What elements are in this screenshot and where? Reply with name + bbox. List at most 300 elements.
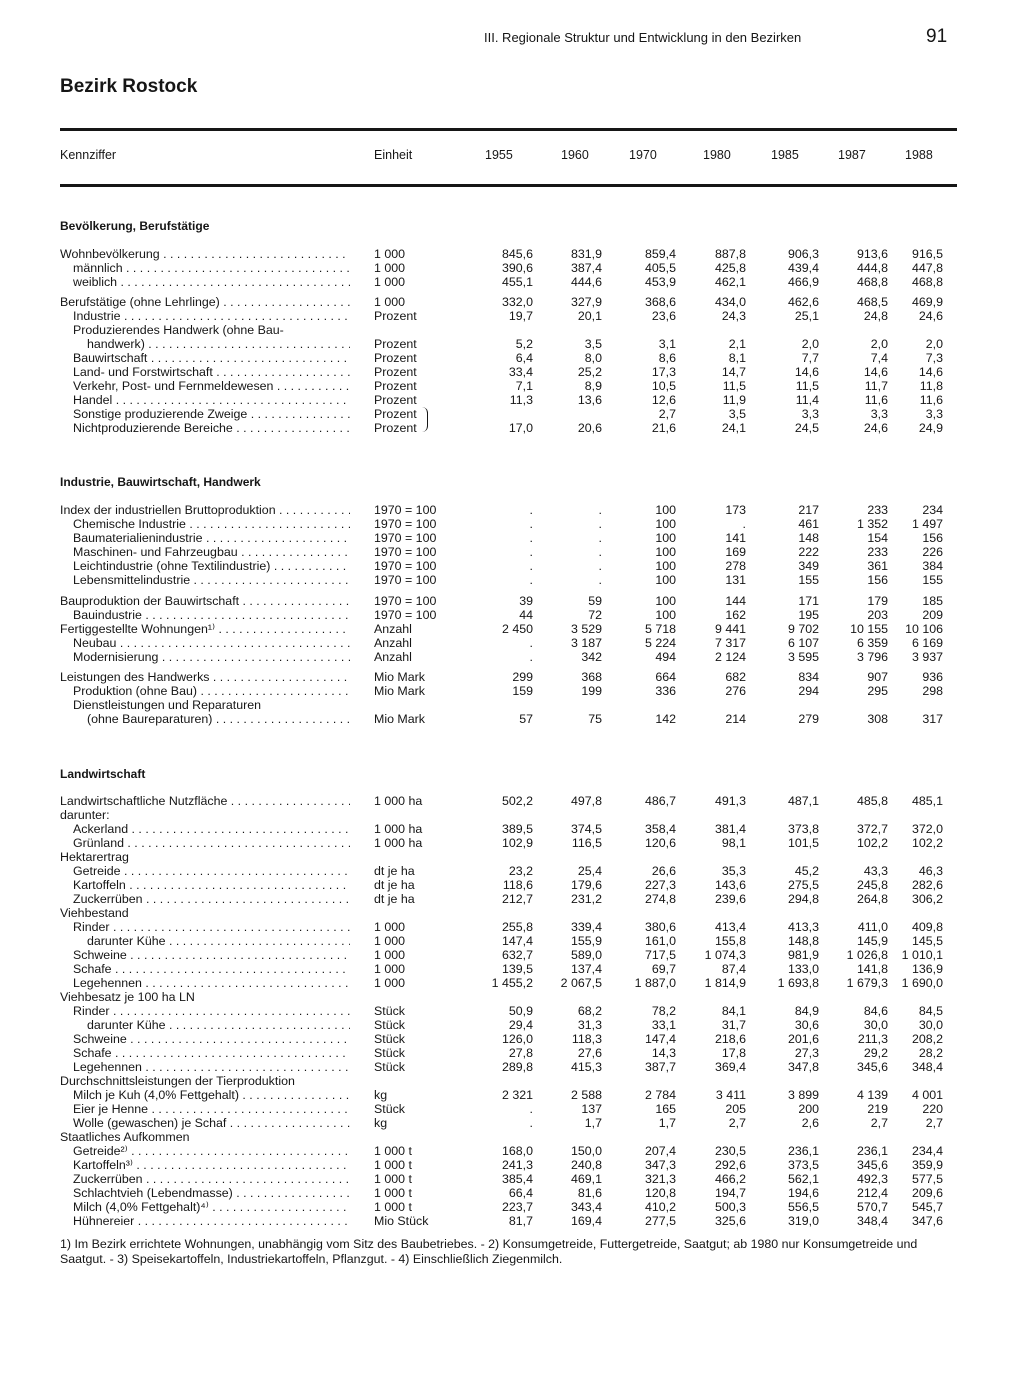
row-unit: dt je ha bbox=[374, 864, 415, 878]
cell-value: 11,6 bbox=[864, 393, 888, 407]
row-unit: Stück bbox=[374, 1046, 405, 1060]
cell-value: 3,3 bbox=[925, 407, 943, 421]
table-row bbox=[0, 712, 1024, 726]
row-unit: Stück bbox=[374, 1032, 405, 1046]
cell-value: 411,0 bbox=[857, 920, 888, 934]
cell-value: 349 bbox=[798, 559, 819, 573]
row-label: darunter: bbox=[60, 808, 110, 822]
cell-value: 274,8 bbox=[644, 892, 676, 906]
cell-value: 100 bbox=[655, 573, 676, 587]
header-year: 1988 bbox=[905, 148, 933, 162]
cell-value: 68,2 bbox=[577, 1004, 602, 1018]
cell-value: . bbox=[529, 650, 533, 664]
row-unit: Prozent bbox=[374, 421, 417, 435]
cell-value: 14,3 bbox=[651, 1046, 676, 1060]
header-year: 1955 bbox=[485, 148, 513, 162]
cell-value: 155,9 bbox=[570, 934, 602, 948]
cell-value: 84,1 bbox=[721, 1004, 746, 1018]
cell-value: 50,9 bbox=[508, 1004, 533, 1018]
cell-value: 916,5 bbox=[911, 247, 943, 261]
cell-value: 492,3 bbox=[856, 1172, 888, 1186]
cell-value: 143,6 bbox=[714, 878, 746, 892]
row-label: Land- und Forstwirtschaft . . . bbox=[73, 365, 350, 379]
cell-value: 84,5 bbox=[918, 1004, 943, 1018]
cell-value: 380,6 bbox=[644, 920, 676, 934]
cell-value: 12,6 bbox=[651, 393, 676, 407]
table-row bbox=[0, 1102, 1024, 1116]
row-label: Schlachtvieh (Lebendmasse) . . . bbox=[73, 1186, 350, 1200]
cell-value: 2 067,5 bbox=[560, 976, 602, 990]
header-kennziffer: Kennziffer bbox=[60, 148, 117, 162]
row-unit: 1970 = 100 bbox=[374, 573, 437, 587]
cell-value: 141,8 bbox=[856, 962, 888, 976]
row-label: Schafe . . . bbox=[73, 1046, 350, 1060]
table-row bbox=[0, 976, 1024, 990]
cell-value: 245,8 bbox=[856, 878, 888, 892]
cell-value: 361 bbox=[867, 559, 888, 573]
table-row bbox=[0, 794, 1024, 808]
cell-value: 156 bbox=[867, 573, 888, 587]
cell-value: 156 bbox=[922, 531, 943, 545]
cell-value: 120,6 bbox=[644, 836, 676, 850]
cell-value: 159 bbox=[512, 684, 533, 698]
cell-value: 226 bbox=[922, 545, 943, 559]
cell-value: 342 bbox=[581, 650, 602, 664]
cell-value: 368,6 bbox=[644, 295, 676, 309]
cell-value: 409,8 bbox=[911, 920, 943, 934]
row-label: Fertiggestellte Wohnungen¹⁾ . . . bbox=[60, 622, 350, 636]
table-row bbox=[0, 684, 1024, 698]
row-unit: 1970 = 100 bbox=[374, 545, 437, 559]
cell-value: 255,8 bbox=[501, 920, 533, 934]
cell-value: . bbox=[529, 503, 533, 517]
cell-value: 5,2 bbox=[515, 337, 533, 351]
cell-value: 14,6 bbox=[794, 365, 819, 379]
cell-value: 2,0 bbox=[801, 337, 819, 351]
cell-value: 169,4 bbox=[570, 1214, 602, 1228]
cell-value: 39 bbox=[519, 594, 533, 608]
cell-value: 147,4 bbox=[501, 934, 533, 948]
cell-value: 444,8 bbox=[856, 261, 888, 275]
cell-value: 325,6 bbox=[714, 1214, 746, 1228]
cell-value: 185 bbox=[922, 594, 943, 608]
cell-value: 2,7 bbox=[728, 1116, 746, 1130]
cell-value: 100 bbox=[655, 531, 676, 545]
cell-value: 155 bbox=[798, 573, 819, 587]
row-label: (ohne Baureparaturen) . . . bbox=[87, 712, 350, 726]
cell-value: 1 887,0 bbox=[634, 976, 676, 990]
row-label: Viehbestand bbox=[60, 906, 129, 920]
row-label: handwerk) . . . bbox=[87, 337, 350, 351]
cell-value: 102,9 bbox=[501, 836, 533, 850]
row-unit: 1 000 bbox=[374, 295, 406, 309]
cell-value: 46,3 bbox=[918, 864, 943, 878]
row-label: Modernisierung . . . bbox=[73, 650, 350, 664]
table-row bbox=[0, 1214, 1024, 1228]
cell-value: 327,9 bbox=[570, 295, 602, 309]
row-unit: Prozent bbox=[374, 309, 417, 323]
cell-value: 200 bbox=[798, 1102, 819, 1116]
cell-value: 469,1 bbox=[570, 1172, 602, 1186]
cell-value: 218,6 bbox=[714, 1032, 746, 1046]
cell-value: 3,3 bbox=[870, 407, 888, 421]
cell-value: 148 bbox=[798, 531, 819, 545]
cell-value: 556,5 bbox=[787, 1200, 819, 1214]
cell-value: 373,8 bbox=[787, 822, 819, 836]
table-row bbox=[0, 808, 1024, 822]
table-row bbox=[0, 608, 1024, 622]
cell-value: 500,3 bbox=[714, 1200, 746, 1214]
cell-value: 194,6 bbox=[787, 1186, 819, 1200]
row-label: Handel . . . bbox=[73, 393, 350, 407]
row-label: darunter Kühe . . . bbox=[87, 934, 350, 948]
row-label: Nichtproduzierende Bereiche . . . bbox=[73, 421, 350, 435]
cell-value: 3,3 bbox=[801, 407, 819, 421]
table-row bbox=[0, 906, 1024, 920]
cell-value: 415,3 bbox=[570, 1060, 602, 1074]
cell-value: 6 359 bbox=[856, 636, 888, 650]
footnotes bbox=[60, 1237, 960, 1267]
cell-value: 385,4 bbox=[501, 1172, 533, 1186]
row-label: Index der industriellen Bruttoproduktion . . . bbox=[60, 503, 350, 517]
cell-value: 2 450 bbox=[501, 622, 533, 636]
cell-value: 7,1 bbox=[515, 379, 533, 393]
table-row bbox=[0, 1130, 1024, 1144]
cell-value: 2,0 bbox=[870, 337, 888, 351]
cell-value: 276 bbox=[725, 684, 746, 698]
cell-value: 7,4 bbox=[870, 351, 888, 365]
row-unit: Stück bbox=[374, 1018, 405, 1032]
cell-value: 44 bbox=[519, 608, 533, 622]
cell-value: 487,1 bbox=[787, 794, 819, 808]
cell-value: 203 bbox=[867, 608, 888, 622]
table-row bbox=[0, 407, 1024, 421]
cell-value: 562,1 bbox=[787, 1172, 819, 1186]
table-row bbox=[0, 393, 1024, 407]
cell-value: 145,9 bbox=[856, 934, 888, 948]
table-row bbox=[0, 1144, 1024, 1158]
row-unit: 1 000 bbox=[374, 920, 406, 934]
cell-value: 207,4 bbox=[644, 1144, 676, 1158]
cell-value: 118,6 bbox=[502, 878, 533, 892]
row-unit: kg bbox=[374, 1088, 388, 1102]
header-year: 1980 bbox=[703, 148, 731, 162]
cell-value: 239,6 bbox=[714, 892, 746, 906]
cell-value: 4 139 bbox=[856, 1088, 888, 1102]
cell-value: 306,2 bbox=[911, 892, 943, 906]
row-unit: 1970 = 100 bbox=[374, 559, 437, 573]
cell-value: . bbox=[598, 559, 602, 573]
row-label: Legehennen . . . bbox=[73, 1060, 350, 1074]
cell-value: 144 bbox=[725, 594, 746, 608]
cell-value: 8,9 bbox=[584, 379, 602, 393]
cell-value: 30,0 bbox=[863, 1018, 888, 1032]
cell-value: 3 899 bbox=[787, 1088, 819, 1102]
row-label: Produzierendes Handwerk (ohne Bau- bbox=[73, 323, 284, 337]
row-label: Zuckerrüben . . . bbox=[73, 1172, 350, 1186]
cell-value: 223,7 bbox=[501, 1200, 533, 1214]
top-rule bbox=[60, 128, 957, 131]
cell-value: 100 bbox=[655, 559, 676, 573]
cell-value: 23,2 bbox=[508, 864, 533, 878]
cell-value: 332,0 bbox=[501, 295, 533, 309]
cell-value: 282,6 bbox=[911, 878, 943, 892]
cell-value: 35,3 bbox=[721, 864, 746, 878]
cell-value: 28,2 bbox=[918, 1046, 943, 1060]
cell-value: 31,7 bbox=[721, 1018, 746, 1032]
cell-value: 831,9 bbox=[570, 247, 602, 261]
row-label: Wolle (gewaschen) je Schaf . . . bbox=[73, 1116, 350, 1130]
cell-value: 11,8 bbox=[919, 379, 943, 393]
cell-value: 6 169 bbox=[911, 636, 943, 650]
row-unit: 1970 = 100 bbox=[374, 517, 437, 531]
cell-value: 339,4 bbox=[570, 920, 602, 934]
cell-value: 1 074,3 bbox=[704, 948, 746, 962]
cell-value: 33,1 bbox=[651, 1018, 676, 1032]
table-row bbox=[0, 323, 1024, 337]
cell-value: 17,3 bbox=[651, 365, 676, 379]
cell-value: 413,3 bbox=[787, 920, 819, 934]
cell-value: 294 bbox=[798, 684, 819, 698]
table-row bbox=[0, 247, 1024, 261]
cell-value: 4 001 bbox=[911, 1088, 943, 1102]
cell-value: 17,0 bbox=[508, 421, 533, 435]
row-unit: 1970 = 100 bbox=[374, 608, 437, 622]
row-label: Berufstätige (ohne Lehrlinge) . . . bbox=[60, 295, 350, 309]
row-label: Wohnbevölkerung . . . bbox=[60, 247, 350, 261]
cell-value: 145,5 bbox=[911, 934, 943, 948]
row-label: weiblich . . . bbox=[73, 275, 350, 289]
cell-value: 292,6 bbox=[714, 1158, 746, 1172]
cell-value: 194,7 bbox=[714, 1186, 746, 1200]
cell-value: 231,2 bbox=[570, 892, 602, 906]
cell-value: 155 bbox=[922, 573, 943, 587]
cell-value: 168,0 bbox=[501, 1144, 533, 1158]
cell-value: 439,4 bbox=[787, 261, 819, 275]
cell-value: 24,3 bbox=[721, 309, 746, 323]
table-row bbox=[0, 503, 1024, 517]
row-unit: 1 000 t bbox=[374, 1172, 412, 1186]
cell-value: 834 bbox=[798, 670, 819, 684]
cell-value: 368 bbox=[581, 670, 602, 684]
cell-value: 384 bbox=[922, 559, 943, 573]
table-row bbox=[0, 559, 1024, 573]
cell-value: 24,6 bbox=[918, 309, 943, 323]
cell-value: 81,7 bbox=[508, 1214, 533, 1228]
cell-value: 425,8 bbox=[714, 261, 746, 275]
cell-value: 278 bbox=[725, 559, 746, 573]
cell-value: 347,6 bbox=[911, 1214, 943, 1228]
table-row bbox=[0, 594, 1024, 608]
row-unit: Mio Mark bbox=[374, 684, 425, 698]
cell-value: 201,6 bbox=[787, 1032, 819, 1046]
cell-value: 434,0 bbox=[714, 295, 746, 309]
cell-value: 468,8 bbox=[911, 275, 943, 289]
table-row bbox=[0, 892, 1024, 906]
cell-value: 234,4 bbox=[911, 1144, 943, 1158]
cell-value: 1 497 bbox=[911, 517, 943, 531]
header-einheit: Einheit bbox=[374, 148, 413, 162]
row-unit: Prozent bbox=[374, 393, 417, 407]
cell-value: 907 bbox=[867, 670, 888, 684]
cell-value: 485,1 bbox=[911, 794, 943, 808]
cell-value: 165 bbox=[655, 1102, 676, 1116]
table-row bbox=[0, 421, 1024, 435]
cell-value: 11,3 bbox=[509, 393, 533, 407]
cell-value: 390,6 bbox=[501, 261, 533, 275]
cell-value: 7,7 bbox=[801, 351, 819, 365]
row-label: Schweine . . . bbox=[73, 948, 350, 962]
cell-value: 19,7 bbox=[508, 309, 533, 323]
cell-value: . bbox=[742, 517, 746, 531]
cell-value: . bbox=[529, 1102, 533, 1116]
cell-value: 491,3 bbox=[714, 794, 746, 808]
cell-value: . bbox=[529, 517, 533, 531]
cell-value: 20,6 bbox=[577, 421, 602, 435]
cell-value: 148,8 bbox=[787, 934, 819, 948]
table-row bbox=[0, 1004, 1024, 1018]
table-row bbox=[0, 1158, 1024, 1172]
cell-value: 343,4 bbox=[570, 1200, 602, 1214]
table-row bbox=[0, 573, 1024, 587]
table-row bbox=[0, 1018, 1024, 1032]
table-row bbox=[0, 365, 1024, 379]
table-row bbox=[0, 650, 1024, 664]
cell-value: 319,0 bbox=[787, 1214, 819, 1228]
cell-value: 347,8 bbox=[787, 1060, 819, 1074]
cell-value: 3 187 bbox=[570, 636, 602, 650]
cell-value: 205 bbox=[725, 1102, 746, 1116]
cell-value: 2,7 bbox=[925, 1116, 943, 1130]
table-row bbox=[0, 351, 1024, 365]
section-title: Industrie, Bauwirtschaft, Handwerk bbox=[60, 475, 261, 489]
row-unit: 1 000 bbox=[374, 275, 406, 289]
row-label: Baumaterialienindustrie . . . bbox=[73, 531, 350, 545]
row-unit: 1 000 t bbox=[374, 1158, 412, 1172]
table-row bbox=[0, 309, 1024, 323]
cell-value: 137,4 bbox=[570, 962, 602, 976]
row-unit: 1 000 t bbox=[374, 1186, 412, 1200]
table-row bbox=[0, 531, 1024, 545]
cell-value: 2 321 bbox=[501, 1088, 533, 1102]
row-unit: 1970 = 100 bbox=[374, 594, 437, 608]
cell-value: 1 455,2 bbox=[491, 976, 533, 990]
row-unit: Mio Stück bbox=[374, 1214, 429, 1228]
cell-value: 859,4 bbox=[644, 247, 676, 261]
cell-value: 141 bbox=[725, 531, 746, 545]
row-label: Staatliches Aufkommen bbox=[60, 1130, 190, 1144]
row-unit: Stück bbox=[374, 1060, 405, 1074]
row-label: Viehbesatz je 100 ha LN bbox=[60, 990, 195, 1004]
cell-value: 469,9 bbox=[911, 295, 943, 309]
cell-value: 294,8 bbox=[787, 892, 819, 906]
cell-value: 241,3 bbox=[501, 1158, 533, 1172]
cell-value: 100 bbox=[655, 503, 676, 517]
cell-value: 845,6 bbox=[501, 247, 533, 261]
row-unit: 1 000 bbox=[374, 247, 406, 261]
cell-value: 887,8 bbox=[714, 247, 746, 261]
cell-value: 20,1 bbox=[577, 309, 602, 323]
cell-value: 308 bbox=[867, 712, 888, 726]
row-unit: Mio Mark bbox=[374, 712, 425, 726]
cell-value: 279 bbox=[798, 712, 819, 726]
row-label: männlich . . . bbox=[73, 261, 350, 275]
cell-value: 169 bbox=[725, 545, 746, 559]
cell-value: 485,8 bbox=[856, 794, 888, 808]
cell-value: 25,1 bbox=[794, 309, 819, 323]
cell-value: . bbox=[529, 559, 533, 573]
cell-value: 372,7 bbox=[856, 822, 888, 836]
cell-value: 10,5 bbox=[651, 379, 676, 393]
cell-value: 2,6 bbox=[801, 1116, 819, 1130]
table-row bbox=[0, 275, 1024, 289]
cell-value: 913,6 bbox=[856, 247, 888, 261]
cell-value: 233 bbox=[867, 503, 888, 517]
cell-value: 13,6 bbox=[577, 393, 602, 407]
row-unit: 1 000 ha bbox=[374, 836, 423, 850]
cell-value: 75 bbox=[588, 712, 602, 726]
cell-value: 3 595 bbox=[787, 650, 819, 664]
cell-value: 162 bbox=[725, 608, 746, 622]
table-row bbox=[0, 517, 1024, 531]
cell-value: 45,2 bbox=[794, 864, 819, 878]
cell-value: 413,4 bbox=[714, 920, 746, 934]
cell-value: 348,4 bbox=[856, 1214, 888, 1228]
cell-value: 14,6 bbox=[863, 365, 888, 379]
cell-value: 570,7 bbox=[856, 1200, 888, 1214]
row-label: Produktion (ohne Bau) . . . bbox=[73, 684, 350, 698]
row-unit: dt je ha bbox=[374, 878, 415, 892]
row-unit: 1970 = 100 bbox=[374, 531, 437, 545]
cell-value: 11,5 bbox=[722, 379, 746, 393]
row-unit: Prozent bbox=[374, 351, 417, 365]
table-row bbox=[0, 962, 1024, 976]
cell-value: 69,7 bbox=[651, 962, 676, 976]
cell-value: 84,6 bbox=[863, 1004, 888, 1018]
cell-value: 461 bbox=[798, 517, 819, 531]
cell-value: 31,3 bbox=[577, 1018, 602, 1032]
table-row bbox=[0, 698, 1024, 712]
cell-value: 236,1 bbox=[787, 1144, 819, 1158]
table-row bbox=[0, 864, 1024, 878]
cell-value: 2,0 bbox=[925, 337, 943, 351]
row-label: Industrie . . . bbox=[73, 309, 350, 323]
cell-value: 17,8 bbox=[721, 1046, 746, 1060]
cell-value: 102,2 bbox=[911, 836, 943, 850]
cell-value: 7 317 bbox=[714, 636, 746, 650]
cell-value: . bbox=[529, 1116, 533, 1130]
row-label: Bauproduktion der Bauwirtschaft . . . bbox=[60, 594, 350, 608]
cell-value: 211,3 bbox=[857, 1032, 888, 1046]
cell-value: 100 bbox=[655, 545, 676, 559]
cell-value: 9 702 bbox=[787, 622, 819, 636]
cell-value: 21,6 bbox=[651, 421, 676, 435]
cell-value: 374,5 bbox=[570, 822, 602, 836]
table-header bbox=[0, 148, 1024, 164]
row-unit: dt je ha bbox=[374, 892, 415, 906]
row-label: Dienstleistungen und Reparaturen bbox=[73, 698, 262, 712]
cell-value: 9 441 bbox=[714, 622, 746, 636]
cell-value: 219 bbox=[867, 1102, 888, 1116]
row-unit: Prozent bbox=[374, 365, 417, 379]
cell-value: 682 bbox=[725, 670, 746, 684]
cell-value: 5 224 bbox=[644, 636, 676, 650]
row-label: Getreide . . . bbox=[73, 864, 350, 878]
cell-value: 227,3 bbox=[644, 878, 676, 892]
cell-value: 1 352 bbox=[856, 517, 888, 531]
cell-value: 87,4 bbox=[721, 962, 746, 976]
row-label: Eier je Henne . . . bbox=[73, 1102, 350, 1116]
